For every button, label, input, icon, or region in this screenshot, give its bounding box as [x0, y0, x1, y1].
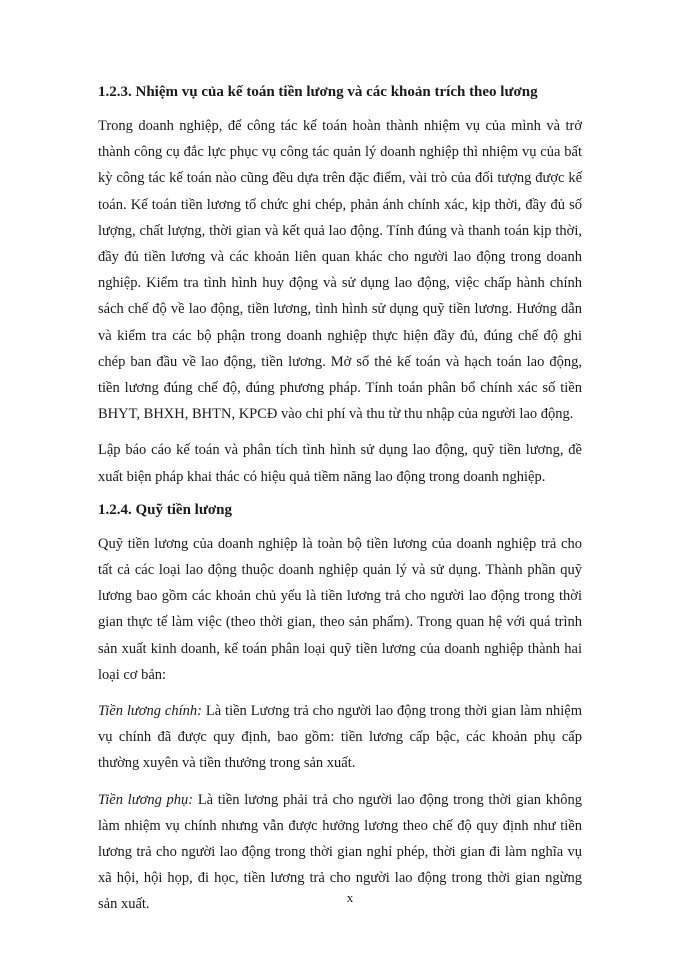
definition-extra-salary: Là tiền lương phải trả cho người lao động trong thời gian không làm nhiệm vụ chính nhưng vẫn được hưởng lương theo chế độ quy định như tiền lương trả cho người lao động trong thời gian nghỉ phép, thời gian đi làm nghĩa vụ xã hội, hội họp, đi học, tiền lương trả cho người lao động trong thời gian ngừng sản xuất.: [98, 791, 582, 913]
term-extra-salary: Tiền lương phụ:: [98, 791, 194, 808]
document-page: [98, 82, 582, 928]
paragraph-duties: Trong doanh nghiệp, để công tác kế toán hoàn thành nhiệm vụ của mình và trở thành công cụ đắc lực phục vụ công tác quản lý doanh nghiệp thì nhiệm vụ của bất kỳ công tác kế toán nào cũng đều dựa trên đặc điểm, vài trò của đối tượng được kế toán. Kế toán tiền lương tổ chức ghi chép, phản ánh chính xác, kịp thời, đầy đủ số lượng, chất lượng, thời gian và kết quả lao động. Tính đúng và thanh toán kịp thời, đầy đủ tiền lương và các khoản liên quan khác cho người lao động trong doanh nghiệp. Kiểm tra tình hình huy động và sử dụng lao động, việc chấp hành chính sách chế độ về lao động, tiền lương, tình hình sử dụng quỹ tiền lương. Hướng dẫn và kiểm tra các bộ phận trong doanh nghiệp thực hiện đầy đủ, đúng chế độ ghi chép ban đầu về lao động, tiền lương. Mở sổ thẻ kế toán và hạch toán lao động, tiền lương đúng chế độ, đúng phương pháp. Tính toán phân bổ chính xác số tiền BHYT, BHXH, BHTN, KPCĐ vào chi phí và thu từ thu nhập của người lao động.: [98, 118, 582, 423]
paragraph-main-salary: [98, 698, 582, 777]
paragraph-salary-fund: Quỹ tiền lương của doanh nghiệp là toàn bộ tiền lương của doanh nghiệp trả cho tất cả các loại lao động thuộc doanh nghiệp quản lý và sử dụng. Thành phần quỹ lương bao gồm các khoản chủ yếu là tiền lương trả cho người lao động trong thời gian thực tế làm việc (theo thời gian, theo sản phẩm). Trong quan hệ với quá trình sản xuất kinh doanh, kế toán phân loại quỹ tiền lương của doanh nghiệp thành hai loại cơ bản:: [98, 535, 582, 683]
section-heading-duties: 1.2.3. Nhiệm vụ của kế toán tiền lương và các khoản trích theo lương: [98, 84, 538, 100]
paragraph-reporting: Lập báo cáo kế toán và phân tích tình hình sử dụng lao động, quỹ tiền lương, đề xuất biện pháp khai thác có hiệu quả tiềm năng lao động trong doanh nghiệp.: [98, 442, 582, 485]
section-heading-salary-fund: 1.2.4. Quỹ tiền lương: [98, 501, 232, 518]
term-main-salary: Tiền lương chính:: [98, 703, 202, 720]
definition-main-salary: Là tiền Lương trả cho người lao động trong thời gian làm nhiệm vụ chính đã được quy định, bao gồm: tiền lương cấp bậc, các khoản phụ cấp thường xuyên và tiền thưởng trong sản xuất.: [98, 703, 582, 772]
page-number: x: [346, 890, 354, 905]
